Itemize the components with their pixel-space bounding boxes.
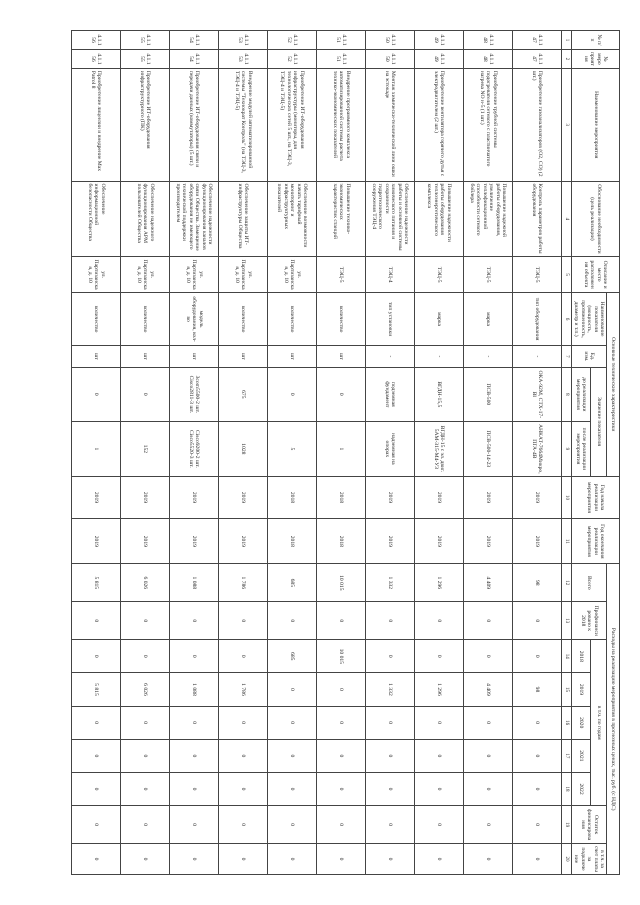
cell-place: ТЭЦ-4 [365,257,414,293]
cell-num: 4.1.151 [316,31,365,50]
cell-name: Монтаж химически-технической лини ошки на эстокаде [365,68,414,181]
cell-place: ул. Партизанская, д. 10 [218,257,267,293]
cell-indicator: марка [414,292,463,345]
cell-year-2022: 0 [120,772,169,805]
column-number: 3 [561,68,571,181]
cell-unit: - [463,346,512,367]
cell-year-2022: 0 [71,772,120,805]
cell-indicator: модель оборудования, кол-во [169,292,218,345]
cell-year-2022: 0 [169,772,218,805]
cell-total: 10 015 [316,564,365,602]
cell-total: 1 786 [218,564,267,602]
cell-name: Приобретение вентилятора горячего дутья с электродвигателем (2 шт.) [414,68,463,181]
header-before: до реализации мероприятия [571,367,590,422]
header-code: № мероприятия [571,49,619,68]
cell-end: 2019 [414,519,463,564]
cell-reason: Обеспечение защиты ИТ-инфраструктуры Общества [218,181,267,257]
header-year: 2021 [571,739,590,772]
cell-place: ул. Партизанская, д. 10 [71,257,120,293]
cell-end: 2018 [267,519,316,564]
cell-num: 4.1.153 [218,31,267,50]
cell-year-2019: 0 [316,673,365,706]
cell-num: 4.1.150 [365,31,414,50]
cell-rest: 0 [71,806,120,844]
cell-total: 4 409 [463,564,512,602]
column-number: 17 [561,739,571,772]
cell-after: АНКАТ-7664Микро, ПГА-4В [512,422,561,477]
cell-rest: 0 [169,806,218,844]
cell-total: 1 088 [169,564,218,602]
column-number: 8 [561,367,571,422]
cell-end: 2019 [512,519,561,564]
cell-after: ПСВ-500-14-23 [463,422,512,477]
cell-rest: 0 [414,806,463,844]
cell-end: 2019 [463,519,512,564]
cell-year-2018: 685 [267,640,316,673]
cell-num: 4.1.147 [512,31,561,50]
cell-end: 2019 [71,519,120,564]
cell-rest: 0 [267,806,316,844]
cell-year-2021: 0 [316,739,365,772]
cell-start: 2018 [316,476,365,519]
rotated-table-wrapper [20,30,620,875]
header-reason: Обоснование необходимости (цель реализации) [571,181,619,257]
cell-code: 4.1.155 [120,49,169,68]
cell-unit: - [512,346,561,367]
column-number: 18 [561,772,571,805]
cell-place: ТЭЦ-5 [414,257,463,293]
cell-year-2019: 0 [267,673,316,706]
column-number: 13 [561,602,571,640]
cell-start: 2019 [365,476,414,519]
cell-year-2018: 0 [365,640,414,673]
cell-rest: 0 [512,806,561,844]
table-row [71,31,120,875]
table-row [267,31,316,875]
header-indicator: Наименование показателя (мощность, протяженность, диаметр и т.п.) [571,292,606,345]
column-number: 7 [561,346,571,367]
header-after: после реализации мероприятия [571,422,590,477]
cell-loans: 0 [267,844,316,875]
cell-name: Внедрение модулей автоматизированной системы "Технократ Контроль" (на ТЭЦ-3, ТЭЦ-4 и ТЭЦ-5) [218,68,267,181]
column-number: 6 [561,292,571,345]
header-year: 2022 [571,772,590,805]
cell-after: надземная на опорах [365,422,414,477]
cell-year-2022: 0 [463,772,512,805]
cell-prior: 0 [71,602,120,640]
cell-rest: 0 [218,806,267,844]
column-number: 14 [561,640,571,673]
cell-code: 4.1.152 [267,49,316,68]
cell-end: 2019 [218,519,267,564]
cell-indicator: количество [120,292,169,345]
cell-rest: 0 [120,806,169,844]
cell-before: ВГДН-15,5 [414,367,463,422]
cell-total: 685 [267,564,316,602]
cell-year-2018: 0 [463,640,512,673]
cell-start: 2019 [512,476,561,519]
cell-start: 2019 [71,476,120,519]
cell-before: 3com5500-2 шт. Cisco2811-3 шт. [169,367,218,422]
cell-unit: шт [120,346,169,367]
cell-before: 0 [316,367,365,422]
table-row [414,31,463,875]
cell-year-2020: 0 [71,706,120,739]
cell-reason: Повышение технико-экономических характеристик станций [316,181,365,257]
cell-after: 1 [316,422,365,477]
table-row [463,31,512,875]
cell-prior: 0 [414,602,463,640]
cell-loans: 0 [463,844,512,875]
table-row [169,31,218,875]
cell-loans: 0 [365,844,414,875]
cell-rest: 0 [316,806,365,844]
cell-year-2018: 0 [414,640,463,673]
cell-total: 1 332 [365,564,414,602]
cell-year-2022: 0 [414,772,463,805]
cell-prior: 0 [316,602,365,640]
cell-code: 4.1.151 [316,49,365,68]
cell-unit: шт [169,346,218,367]
cell-year-2021: 0 [218,739,267,772]
cell-prior: 0 [512,602,561,640]
cell-year-2018: 0 [71,640,120,673]
cell-loans: 0 [71,844,120,875]
cell-prior: 0 [218,602,267,640]
cell-prior: 0 [267,602,316,640]
cell-start: 2019 [414,476,463,519]
cell-year-2019: 4 409 [463,673,512,706]
header-values: Значение показателя [591,367,607,476]
column-number: 19 [561,806,571,844]
cell-year-2020: 0 [365,706,414,739]
cell-year-2020: 0 [512,706,561,739]
cell-end: 2019 [120,519,169,564]
cell-name: Приобретение ИТ-оборудования инфраструктуры (мониторы, для технологических сетей 5 шт., на ТЭЦ-3, ТЭЦ-4 и ТЭЦ-5) [267,68,316,181]
header-year: 2020 [571,706,590,739]
cell-place: ул. Партизанская, д. 10 [267,257,316,293]
cell-year-2019: 6 026 [120,673,169,706]
column-number: 1 [561,31,571,50]
cell-place: ул. Партизанская, д. 10 [120,257,169,293]
cell-start: 2019 [218,476,267,519]
cell-loans: 0 [169,844,218,875]
cell-start: 2019 [169,476,218,519]
column-number: 9 [561,422,571,477]
header-unit: Ед. изм. [571,346,606,367]
cell-year-2022: 0 [316,772,365,805]
cell-indicator: марка [463,292,512,345]
cell-reason: Обеспечение информационной безопасности Общества [71,181,120,257]
cell-year-2018: 0 [512,640,561,673]
cell-unit: - [414,346,463,367]
table-row [120,31,169,875]
table-body [71,31,561,875]
cell-year-2021: 0 [365,739,414,772]
cell-unit: шт [316,346,365,367]
header-name: Наименование мероприятия [571,68,619,181]
cell-year-2020: 0 [267,706,316,739]
header-start: Год начала реализации мероприятия [571,476,619,519]
cell-place: ТЭЦ-5 [316,257,365,293]
cell-year-2022: 0 [365,772,414,805]
cell-start: 2019 [463,476,512,519]
cell-name: Приобретение трубной системы подогревателя сетевого с пластинчатого нагрева NO н-5 (1 шт.) [463,68,512,181]
cell-year-2020: 0 [463,706,512,739]
cell-name: Приобретение газоанализаторов (О2, СО) (2 шт.) [512,68,561,181]
cell-before: подземная фундамент [365,367,414,422]
cell-year-2019: 98 [512,673,561,706]
cell-reason: Обеспечение надежности работы и основной системы химического питания и сохранности гидротехнического сооружения ТЭЦ-4 [365,181,414,257]
cell-reason: Контроль параметров работы оборудования [512,181,561,257]
cell-year-2022: 0 [267,772,316,805]
cell-place: ул. Партизанская, д. 10 [169,257,218,293]
cell-year-2020: 0 [169,706,218,739]
cell-year-2018: 0 [169,640,218,673]
cell-total: 1 296 [414,564,463,602]
cell-unit: шт [71,346,120,367]
cell-indicator: тип установки [365,292,414,345]
cell-year-2018: 0 [120,640,169,673]
cell-loans: 0 [414,844,463,875]
cell-end: 2019 [365,519,414,564]
cell-total: 98 [512,564,561,602]
cell-after: ВГДН-15 с эл. двиг. 5АМ-315-М4-У3 [414,422,463,477]
cell-year-2022: 0 [512,772,561,805]
cell-before: ОКА-92М, СТХ-17-Bl [512,367,561,422]
cell-year-2021: 0 [414,739,463,772]
cell-year-2018: 10 015 [316,640,365,673]
cell-before: 0 [267,367,316,422]
cell-after: 1028 [218,422,267,477]
cell-year-2021: 0 [169,739,218,772]
cell-indicator: количество [267,292,316,345]
cell-year-2020: 0 [414,706,463,739]
table-row [365,31,414,875]
cell-code: 4.1.149 [414,49,463,68]
cell-year-2019: 1 088 [169,673,218,706]
header-loans: в т.ч. за счет платы за подключение [571,844,606,875]
cell-loans: 0 [120,844,169,875]
header-rest: Остаток финансирования [571,806,606,844]
cell-code: 4.1.156 [71,49,120,68]
column-number: 10 [561,476,571,519]
cell-year-2019: 1 296 [414,673,463,706]
cell-year-2019: 1 786 [218,673,267,706]
cell-after: 152 [120,422,169,477]
column-number: 20 [561,844,571,875]
cell-year-2021: 0 [120,739,169,772]
cell-total: 6 026 [120,564,169,602]
cell-code: 4.1.147 [512,49,561,68]
cell-num: 4.1.149 [414,31,463,50]
cell-reason: Обеспечение возможности начать тарифный мониторинг и инфраструктурных показателей [267,181,316,257]
header-year: 2019 [571,673,590,706]
cell-indicator: тип оборудования [512,292,561,345]
investment-program-table [71,30,620,875]
column-number: 2 [561,49,571,68]
cell-num: 4.1.156 [71,31,120,50]
cell-year-2019: 1 332 [365,673,414,706]
cell-name: Приобретение ИТ-оборудования связи и передачи данных (коммутаторы) (5 шт.) [169,68,218,181]
cell-name: Приобретение лицензии и внедрение Max Patrol 8 [71,68,120,181]
cell-year-2020: 0 [316,706,365,739]
header-prior: Профинансировано к 2018 [571,602,606,640]
header-year: 2018 [571,640,590,673]
cell-code: 4.1.154 [169,49,218,68]
cell-after: 5 [267,422,316,477]
table-header [561,31,619,875]
cell-reason: Повышение надежности работы оборудования теплоэнергетического комплекса [414,181,463,257]
cell-year-2020: 0 [120,706,169,739]
header-total: Всего [571,564,606,602]
table-row [316,31,365,875]
cell-name: Внедрение программного комплекса автоматизированной системы расчета технико-экономических показателей [316,68,365,181]
cell-year-2022: 0 [218,772,267,805]
header-costs: Расходы на реализацию мероприятия в прогнозных ценах, тыс. руб. (с НДС) [607,564,620,875]
cell-reason: Обеспечение надежности функционирования каналов связи Общества. Замещение оборудования не имеющего технической поддержки производителем [169,181,218,257]
column-number: 15 [561,673,571,706]
header-place: Описание и место расположения объекта [571,257,619,293]
cell-rest: 0 [365,806,414,844]
table-row [512,31,561,875]
cell-before: 675 [218,367,267,422]
cell-unit: шт [267,346,316,367]
cell-after: 1 [71,422,120,477]
cell-code: 4.1.148 [463,49,512,68]
cell-indicator: количество [316,292,365,345]
column-number: 16 [561,706,571,739]
cell-prior: 0 [169,602,218,640]
cell-year-2020: 0 [218,706,267,739]
cell-loans: 0 [316,844,365,875]
cell-indicator: количество [218,292,267,345]
cell-unit: - [365,346,414,367]
cell-code: 4.1.153 [218,49,267,68]
cell-loans: 0 [512,844,561,875]
cell-num: 4.1.148 [463,31,512,50]
cell-num: 4.1.155 [120,31,169,50]
cell-end: 2019 [169,519,218,564]
cell-reason: Повышение надежной работы оборудования, увеличение теплофикационной способности сетевого бойлера [463,181,512,257]
cell-year-2019: 5 815 [71,673,120,706]
cell-prior: 0 [463,602,512,640]
cell-name: Приобретение ИТ-оборудования инфраструктурного (ПК) [120,68,169,181]
cell-rest: 0 [463,806,512,844]
cell-place: ТЭЦ-5 [463,257,512,293]
cell-unit: шт [218,346,267,367]
cell-num: 4.1.154 [169,31,218,50]
header-tech: Основные технические характеристики [607,292,620,476]
cell-year-2021: 0 [71,739,120,772]
cell-year-2021: 0 [463,739,512,772]
cell-year-2021: 0 [267,739,316,772]
cell-start: 2019 [120,476,169,519]
cell-indicator: количество [71,292,120,345]
cell-before: ПСВ-500 [463,367,512,422]
cell-prior: 0 [120,602,169,640]
table-row [218,31,267,875]
cell-end: 2018 [316,519,365,564]
cell-code: 4.1.150 [365,49,414,68]
header-by-year: в т.ч. по годам [591,640,607,806]
column-number-row [561,31,571,875]
cell-loans: 0 [218,844,267,875]
column-number: 12 [561,564,571,602]
column-number: 5 [561,257,571,293]
column-number: 4 [561,181,571,257]
cell-year-2021: 0 [512,739,561,772]
cell-start: 2018 [267,476,316,519]
cell-year-2018: 0 [218,640,267,673]
cell-after: Cisco9200-2 шт. Cisco5520-3 шт. [169,422,218,477]
column-number: 11 [561,519,571,564]
cell-total: 5 815 [71,564,120,602]
cell-num: 4.1.152 [267,31,316,50]
cell-place: ТЭЦ-5 [512,257,561,293]
header-end: Год окончания реализации мероприятия [571,519,619,564]
cell-reason: Обеспечение надежного функционирования АРМ пользователей Общества [120,181,169,257]
header-num: № п/п [571,31,619,50]
cell-prior: 0 [365,602,414,640]
cell-before: 0 [71,367,120,422]
cell-before: 0 [120,367,169,422]
